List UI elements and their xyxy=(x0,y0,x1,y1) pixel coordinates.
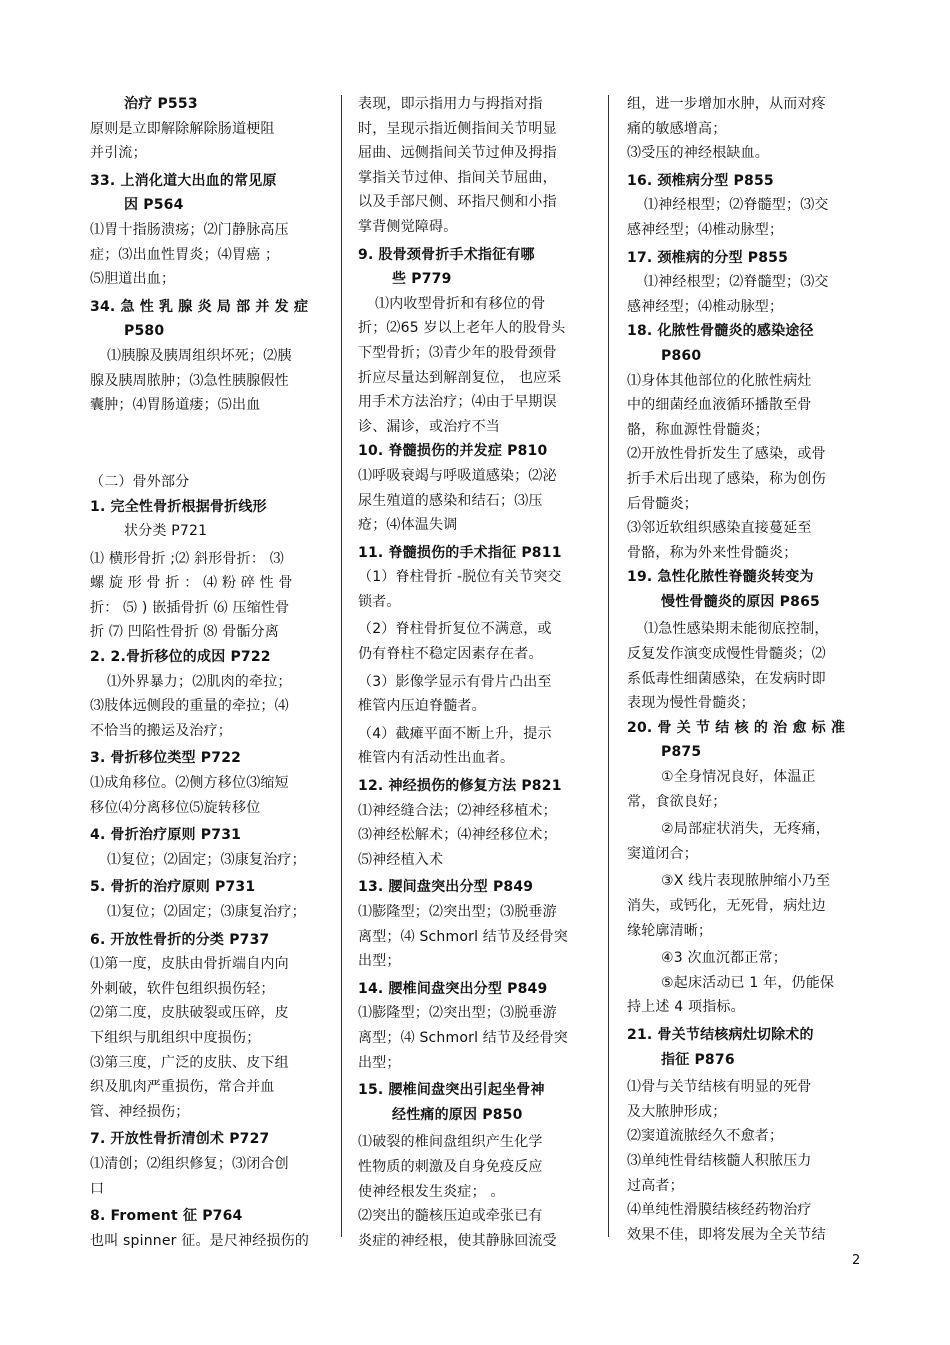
text-line: 感神经型；⑷椎动脉型； xyxy=(627,221,784,238)
text-line: 折应尽量达到解剖复位， 也应采 xyxy=(358,369,562,386)
text-line: 螺 旋 形 骨 折 ： ⑷ 粉 碎 性 骨 xyxy=(90,575,293,592)
text-line: 诊、漏诊，或治疗不当 xyxy=(358,418,500,435)
text-line: 系低毒性细菌感染，在发病时即 xyxy=(627,670,826,687)
text-line: 囊肿；⑷胃肠道瘘；⑸出血 xyxy=(90,397,261,414)
text-line: 20. 骨 关 节 结 核 的 治 愈 标 准 xyxy=(627,719,846,736)
column-divider xyxy=(341,95,342,1237)
text-line: ⑴内收型骨折和有移位的骨 xyxy=(375,295,546,312)
text-line: ⑴神经缝合法；⑵神经移植术； xyxy=(358,802,557,819)
text-line: 口 xyxy=(90,1180,105,1197)
text-line: 表现，即示指用力与拇指对指 xyxy=(358,96,543,112)
text-line: ③X 线片表现脓肿缩小乃至 xyxy=(661,873,831,890)
text-line: ②局部症状消失，无疼痛， xyxy=(661,821,830,838)
text-line: 16. 颈椎病分型 P855 xyxy=(627,172,774,189)
text-line: 表现为慢性骨髓炎； xyxy=(627,695,755,712)
text-line: 尿生殖道的感染和结石；⑶压 xyxy=(358,492,543,509)
text-line: ⑴复位；⑵固定；⑶康复治疗； xyxy=(107,851,306,868)
text-line: 33. 上消化道大出血的常见原 xyxy=(90,172,277,189)
text-line: 些 P779 xyxy=(392,271,452,288)
text-line: ⑴急性感染期未能彻底控制， xyxy=(644,621,829,638)
text-line: 掌指关节过伸、指间关节屈曲， xyxy=(358,169,557,186)
text-line: ⑵突出的髓核压迫或牵张已有 xyxy=(358,1208,543,1225)
text-line: 18. 化脓性骨髓炎的感染途径 xyxy=(627,323,814,340)
text-line: 骨骼，称为外来性骨髓炎； xyxy=(627,544,798,561)
text-line: ⑴第一度，皮肤由骨折端自内向 xyxy=(90,956,289,973)
text-line: 经性痛的原因 P850 xyxy=(392,1106,523,1123)
text-line: 管、神经损伤； xyxy=(90,1103,190,1120)
right-column xyxy=(627,92,863,1247)
text-line: ⑴外界暴力；⑵肌肉的牵拉； xyxy=(107,673,292,690)
text-line: 折 ⑺ 凹陷性骨折 ⑻ 骨骺分离 xyxy=(90,624,279,641)
blank-line xyxy=(90,418,332,443)
text-line: 21. 骨关节结核病灶切除术的 xyxy=(627,1026,814,1043)
text-line: 15. 腰椎间盘突出引起坐骨神 xyxy=(358,1082,545,1099)
text-line: ⑵开放性骨折发生了感染，或骨 xyxy=(627,446,826,463)
text-line: 疮；⑷体温失调 xyxy=(358,517,458,534)
text-line: 感神经型；⑷椎动脉型； xyxy=(627,298,784,315)
text-line: 10. 脊髓损伤的并发症 P810 xyxy=(358,443,548,460)
text-line: 炎症的神经根，使其静脉回流受 xyxy=(358,1232,557,1249)
text-line: 过高者； xyxy=(627,1177,684,1194)
left-column xyxy=(90,92,332,1253)
text-line: 指征 P876 xyxy=(661,1051,735,1068)
text-line: 腺及胰周脓肿；⑶急性胰腺假性 xyxy=(90,372,289,389)
text-line: 4. 骨折治疗原则 P731 xyxy=(90,827,242,844)
text-line: 反复发作演变成慢性骨髓炎；⑵ xyxy=(627,646,826,663)
text-line: 治疗 P553 xyxy=(124,96,198,112)
text-line: ⑴ 横形骨折 ;⑵ 斜形骨折： ⑶ xyxy=(90,550,284,567)
text-line: 缘轮廓清晰； xyxy=(627,922,713,939)
text-line: 不恰当的搬运及治疗； xyxy=(90,722,232,739)
text-line: 组，进一步增加水肿，从而对疼 xyxy=(627,96,826,112)
text-line: ⑴身体其他部位的化脓性病灶 xyxy=(627,372,812,389)
text-line: ⑶肢体远侧段的重量的牵拉；⑷ xyxy=(90,698,289,715)
text-line: 34. 急 性 乳 腺 炎 局 部 并 发 症 xyxy=(90,298,309,315)
text-line: 锁者。 xyxy=(358,593,401,610)
text-line: 下型骨折；⑶青少年的股骨颈骨 xyxy=(358,344,557,361)
text-line: 离型；⑷ Schmorl 结节及经骨突 xyxy=(358,928,569,945)
text-line: ⑴成角移位。⑵侧方移位⑶缩短 xyxy=(90,775,289,792)
text-line: 骼，称血源性骨髓炎； xyxy=(627,421,769,438)
text-line: 2. 2.骨折移位的成因 P722 xyxy=(90,649,271,666)
text-line: 8. Froment 征 P764 xyxy=(90,1208,243,1225)
text-line: ⑶受压的神经根缺血。 xyxy=(627,145,769,162)
text-line: 下组织与肌组织中度损伤； xyxy=(90,1029,261,1046)
text-line: ⑴破裂的椎间盘组织产生化学 xyxy=(358,1134,543,1151)
text-line: 6. 开放性骨折的分类 P737 xyxy=(90,931,270,948)
text-line: ⑴复位；⑵固定；⑶康复治疗； xyxy=(107,904,306,920)
text-line: （4）截瘫平面不断上升，提示 xyxy=(358,725,552,742)
text-line: ⑴胃十指肠溃疡；⑵门静脉高压 xyxy=(90,221,289,238)
text-line: ④3 次血沉都正常； xyxy=(661,950,787,967)
text-line: 9. 股骨颈骨折手术指征有哪 xyxy=(358,246,535,263)
text-line: 症；⑶出血性胃炎；⑷胃癌 ； xyxy=(90,246,280,263)
text-line: ⑴清创；⑵组织修复；⑶闭合创 xyxy=(90,1155,289,1172)
text-line: ⑶邻近软组织感染直接蔓延至 xyxy=(627,520,812,537)
text-line: ⑴膨隆型；⑵突出型；⑶脱垂游 xyxy=(358,904,557,920)
text-line: ⑸胆道出血； xyxy=(90,271,176,288)
middle-column xyxy=(358,92,596,1253)
text-line: 移位⑷分离移位⑸旋转移位 xyxy=(90,799,261,816)
text-line: 以及手部尺侧、环指尺侧和小指 xyxy=(358,194,557,211)
text-line: 用手术方法治疗；⑷由于早期误 xyxy=(358,394,557,411)
text-line: ⑴骨与关节结核有明显的死骨 xyxy=(627,1079,812,1096)
text-line: 仍有脊柱不稳定因素存在者。 xyxy=(358,646,543,663)
text-line: （二）骨外部分 xyxy=(90,473,190,490)
text-line: ⑷单纯性滑膜结核经药物治疗 xyxy=(627,1202,812,1219)
text-line: ⑴神经根型；⑵脊髓型；⑶交 xyxy=(644,274,829,291)
text-line: 折： ⑸ ) 嵌插骨折 ⑹ 压缩性骨 xyxy=(90,599,290,616)
text-line: 14. 腰椎间盘突出分型 P849 xyxy=(358,980,548,997)
text-line: （2）脊柱骨折复位不满意，或 xyxy=(358,621,552,638)
text-line: ①全身情况良好，体温正 xyxy=(661,769,816,786)
text-line: 12. 神经损伤的修复方法 P821 xyxy=(358,778,562,795)
text-line: 椎管内压迫脊髓者。 xyxy=(358,698,486,715)
text-line: 折；⑵65 岁以上老年人的股骨头 xyxy=(358,320,566,337)
text-line: 织及肌肉严重损伤，常合并血 xyxy=(90,1079,275,1096)
text-line: 折手术后出现了感染，称为创伤 xyxy=(627,470,826,487)
text-line: ⑴胰腺及胰周组织坏死；⑵胰 xyxy=(107,347,292,364)
text-line: ⑶第三度，广泛的皮肤、皮下组 xyxy=(90,1054,289,1071)
text-line: 13. 腰间盘突出分型 P849 xyxy=(358,879,534,896)
text-line: 持上述 4 项指标。 xyxy=(627,999,745,1016)
text-line: 时，呈现示指近侧指间关节明显 xyxy=(358,120,557,137)
text-line: ⑴膨隆型；⑵突出型；⑶脱垂游 xyxy=(358,1005,557,1022)
text-line: （1）脊柱骨折 -脱位有关节突交 xyxy=(358,569,562,586)
text-line: ⑶单纯性骨结核髓人积脓压力 xyxy=(627,1152,812,1169)
text-line: 及大脓肿形成； xyxy=(627,1103,727,1120)
text-line: 7. 开放性骨折清创术 P727 xyxy=(90,1131,270,1148)
text-line: ⑵第二度，皮肤破裂或压碎，皮 xyxy=(90,1005,289,1022)
text-line: 并引流； xyxy=(90,145,147,162)
text-line: 出型； xyxy=(358,1054,401,1071)
column-divider xyxy=(608,95,609,1237)
text-line: 5. 骨折的治疗原则 P731 xyxy=(90,879,256,896)
text-line: 也叫 spinner 征。是尺神经损伤的 xyxy=(90,1232,310,1249)
text-line: 性物质的刺激及自身免疫反应 xyxy=(358,1158,543,1175)
text-line: 掌背侧觉障碍。 xyxy=(358,218,458,235)
text-line: 19. 急性化脓性脊髓炎转变为 xyxy=(627,569,814,586)
text-line: 原则是立即解除解除肠道梗阻 xyxy=(90,120,275,137)
text-line: 外刺破，软件包组织损伤轻； xyxy=(90,980,275,997)
text-line: 中的细菌经血液循环播散至骨 xyxy=(627,397,812,414)
text-line: 状分类 P721 xyxy=(124,523,208,540)
text-line: 使神经根发生炎症； 。 xyxy=(358,1183,505,1200)
text-line: ⑸神经植入术 xyxy=(358,851,444,868)
blank-line xyxy=(90,442,332,467)
text-line: ⑶神经松解术；⑷神经移位术； xyxy=(358,827,557,844)
text-line: 屈曲、远侧指间关节过伸及拇指 xyxy=(358,145,557,162)
text-line: 11. 脊髓损伤的手术指征 P811 xyxy=(358,544,562,561)
text-line: 痛的敏感增高； xyxy=(627,120,727,137)
text-line: 慢性骨髓炎的原因 P865 xyxy=(661,593,820,610)
text-line: 后骨髓炎； xyxy=(627,495,698,512)
text-line: 出型； xyxy=(358,953,401,970)
text-line: ⑴呼吸衰竭与呼吸道感染；⑵泌 xyxy=(358,467,557,484)
text-line: 消失，或钙化，无死骨，病灶边 xyxy=(627,898,826,914)
text-line: 3. 骨折移位类型 P722 xyxy=(90,750,242,767)
text-line: 窦道闭合； xyxy=(627,845,698,862)
text-line: ⑴神经根型；⑵脊髓型；⑶交 xyxy=(644,197,829,214)
text-line: ⑵窦道流脓经久不愈者； xyxy=(627,1128,784,1145)
text-line: 离型；⑷ Schmorl 结节及经骨突 xyxy=(358,1029,569,1046)
text-line: 1. 完全性骨折根据骨折线形 xyxy=(90,498,267,515)
text-line: ⑤起床活动已 1 年，仍能保 xyxy=(661,974,835,991)
text-line: 常，食欲良好； xyxy=(627,793,727,810)
text-line: 因 P564 xyxy=(124,197,184,214)
text-line: P875 xyxy=(661,744,702,761)
text-line: 效果不佳，即将发展为全关节结 xyxy=(627,1226,826,1243)
text-line: 17. 颈椎病的分型 P855 xyxy=(627,249,789,266)
text-line: P860 xyxy=(661,347,702,364)
text-line: （3）影像学显示有骨片凸出至 xyxy=(358,673,552,690)
page-number: 2 xyxy=(852,1253,861,1268)
text-line: P580 xyxy=(124,323,165,340)
text-line: 椎管内有活动性出血者。 xyxy=(358,750,515,767)
